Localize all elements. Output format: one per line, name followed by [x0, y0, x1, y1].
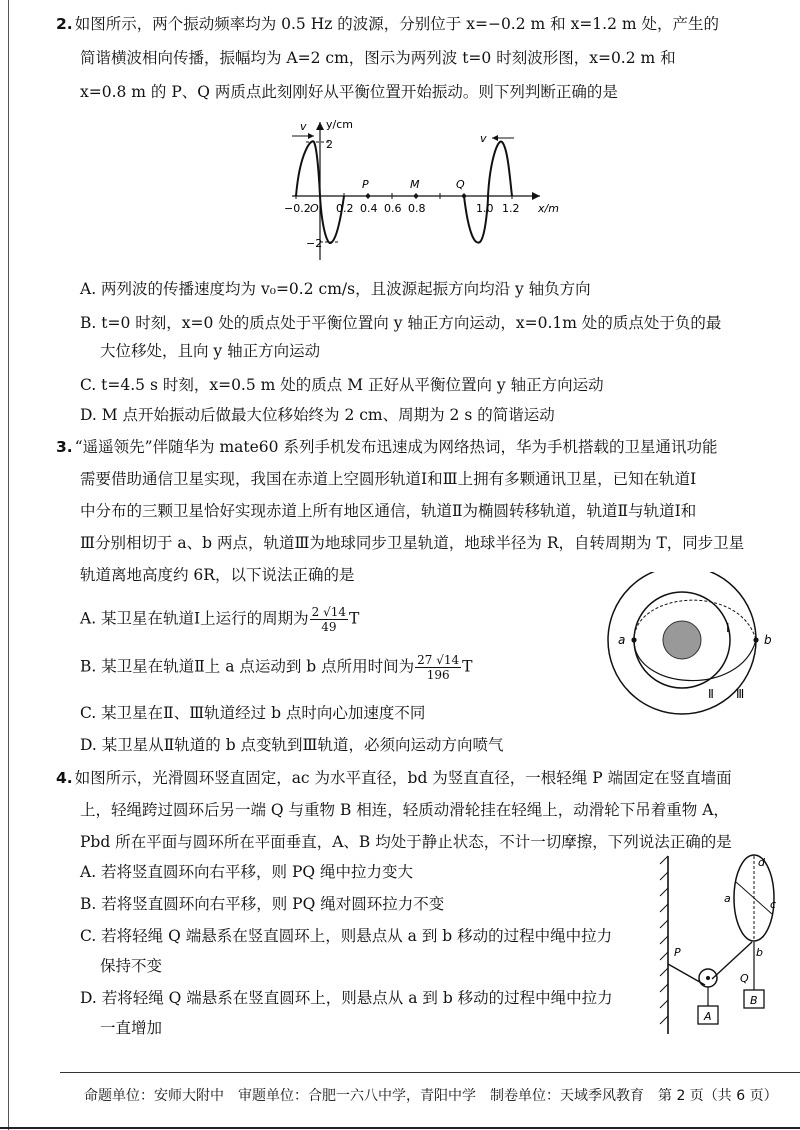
- tick-label-0.2: 0.2: [336, 202, 354, 215]
- q4-stem-line-1: 4. 如图所示，光滑圆环竖直固定，ac 为水平直径，bd 为竖直直径，一根轻绳 P 端固定在竖直墙面: [56, 769, 732, 787]
- q4-option-C-line-2: 保持不变: [100, 957, 163, 975]
- label-M: M: [410, 178, 420, 191]
- q3-stem-line-2: 需要借助通信卫星实现，我国在赤道上空圆形轨道Ⅰ和Ⅲ上拥有多颗通讯卫星，已知在轨道Ⅰ: [80, 470, 697, 488]
- x-axis-arrow: [532, 192, 540, 200]
- footer-divider: [60, 1072, 800, 1073]
- q2-stem-line-2: 简谐横波相向传播，振幅均为 A=2 cm，图示为两列波 t=0 时刻波形图，x=0.2 m 和: [80, 49, 676, 67]
- tick-label-neg0.2: −0.2: [284, 202, 311, 215]
- label-P: P: [674, 946, 681, 959]
- footer-reviewer: 审题单位：合肥一六八中学，青阳中学: [238, 1088, 476, 1104]
- y-axis-label: y/cm: [326, 118, 353, 131]
- footer: [84, 1086, 792, 1106]
- tick-label-0.8: 0.8: [408, 202, 426, 215]
- point-P: [366, 194, 370, 198]
- point-a: [631, 637, 636, 642]
- q3-stem-line-3: 中分布的三颗卫星恰好实现赤道上所有地区通信，轨道Ⅱ为椭圆转移轨道，轨道Ⅱ与轨道Ⅰ和: [80, 502, 697, 520]
- y-pos-label: 2: [326, 138, 333, 151]
- label-B: B: [750, 994, 758, 1007]
- footer-proposer: 命题单位：安师大附中: [84, 1088, 224, 1104]
- bottom-border: [0, 1127, 800, 1129]
- label-Q: Q: [456, 178, 465, 191]
- q3-option-A: A. 某卫星在轨道Ⅰ上运行的周期为 $\frac{2 √14}{49}$ T: [80, 605, 360, 634]
- q3-stem-line-1: 3. “遥遥领先”伴随华为 mate60 系列手机发布迅速成为网络热词，华为手机搭载的卫星通讯功能: [56, 438, 718, 456]
- point-Q: [462, 194, 466, 198]
- q4-pulley-figure: [658, 852, 788, 1038]
- q3-orbit-figure: [600, 572, 790, 722]
- earth: [663, 621, 701, 659]
- label-a: a: [724, 892, 731, 905]
- velocity-label-right: v: [480, 132, 487, 145]
- velocity-arrowhead-left: [492, 135, 498, 141]
- label-Q: Q: [740, 972, 749, 985]
- velocity-label-left: v: [300, 120, 307, 133]
- q2-option-B-line-2: 大位移处，且向 y 轴正方向运动: [100, 342, 321, 360]
- q3-option-D: D. 某卫星从Ⅱ轨道的 b 点变轨到Ⅲ轨道，必须向运动方向喷气: [80, 736, 504, 754]
- q2-option-B-line-1: B. t=0 时刻，x=0 处的质点处于平衡位置向 y 轴正方向运动，x=0.1m 处的质点处于负的最: [80, 314, 722, 332]
- footer-page-number: 第 2 页（共 6 页）: [658, 1088, 778, 1104]
- tick-label-0.4: 0.4: [360, 202, 378, 215]
- label-orbit-II: Ⅱ: [708, 687, 714, 701]
- q4-option-A: A. 若将竖直圆环向右平移，则 PQ 绳中拉力变大: [80, 863, 414, 881]
- point-b: [753, 637, 758, 642]
- label-b: b: [764, 633, 772, 647]
- q2-option-D: D. M 点开始振动后做最大位移始终为 2 cm、周期为 2 s 的简谐运动: [80, 406, 555, 424]
- label-orbit-I: Ⅰ: [726, 621, 730, 635]
- tick-label-1.0: 1.0: [476, 202, 494, 215]
- left-margin-rule: [8, 0, 9, 1130]
- q3-number: 3.: [56, 438, 73, 456]
- velocity-arrowhead-right: [308, 133, 314, 139]
- q4-option-C-line-1: C. 若将轻绳 Q 端悬系在竖直圆环上，则悬点从 a 到 b 移动的过程中绳中拉力: [80, 927, 613, 945]
- y-axis-arrow: [316, 122, 324, 130]
- q4-stem-line-2: 上，轻绳跨过圆环后另一端 Q 与重物 B 相连，轻质动滑轮挂在轻绳上，动滑轮下吊着重物 A，: [80, 801, 729, 819]
- q4-option-D-line-2: 一直增加: [100, 1019, 163, 1037]
- y-neg-label: −2: [306, 237, 323, 250]
- q3-B-fraction: $\frac{27 √14}{196}$: [417, 653, 460, 682]
- q2-option-C: C. t=4.5 s 时刻，x=0.5 m 处的质点 M 正好从平衡位置向 y 轴正方向运动: [80, 376, 604, 394]
- q2-wave-figure: [270, 110, 570, 270]
- label-b: b: [756, 946, 763, 959]
- x-axis-label: x/m: [538, 202, 559, 215]
- origin-label: O: [310, 202, 319, 215]
- q3-option-B: B. 某卫星在轨道Ⅱ上 a 点运动到 b 点所用时间为 $\frac{27 √14}{196}$ T: [80, 653, 473, 682]
- footer-producer: 制卷单位：天域季风教育: [490, 1088, 644, 1104]
- label-P: P: [362, 178, 369, 191]
- pulley-axle: [706, 976, 710, 980]
- label-orbit-III: Ⅲ: [736, 687, 745, 701]
- label-d: d: [758, 856, 765, 869]
- q2-number: 2.: [56, 15, 73, 33]
- q2-stem-line-1: 2. 如图所示，两个振动频率均为 0.5 Hz 的波源，分别位于 x=−0.2 m 和 x=1.2 m 处，产生的: [56, 15, 720, 33]
- q2-option-A: A. 两列波的传播速度均为 v₀=0.2 cm/s，且波源起振方向均沿 y 轴负方向: [80, 280, 591, 298]
- q3-stem-line-4: Ⅲ分别相切于 a、b 两点，轨道Ⅲ为地球同步卫星轨道，地球半径为 R，自转周期为 T，同步卫星: [80, 534, 745, 552]
- label-c: c: [770, 898, 777, 911]
- tick-label-0.6: 0.6: [384, 202, 402, 215]
- right-wave-curve: [464, 142, 512, 243]
- q4-option-D-line-1: D. 若将轻绳 Q 端悬系在竖直圆环上，则悬点从 a 到 b 移动的过程中绳中拉力: [80, 989, 613, 1007]
- q4-stem-line-3: Pbd 所在平面与圆环所在平面垂直，A、B 均处于静止状态，不计一切摩擦，下列说法正确的是: [80, 833, 732, 851]
- q4-option-B: B. 若将竖直圆环向右平移，则 PQ 绳对圆环拉力不变: [80, 895, 445, 913]
- q2-stem-line-3: x=0.8 m 的 P、Q 两质点此刻刚好从平衡位置开始振动。则下列判断正确的是: [80, 83, 618, 101]
- label-A: A: [704, 1010, 712, 1023]
- tick-label-1.2: 1.2: [502, 202, 520, 215]
- wall-hatching: [660, 856, 668, 1024]
- q4-number: 4.: [56, 769, 73, 787]
- q3-A-fraction: $\frac{2 √14}{49}$: [311, 605, 347, 634]
- point-M: [414, 194, 418, 198]
- q3-stem-line-5: 轨道离地高度约 6R，以下说法正确的是: [80, 566, 355, 584]
- q3-option-C: C. 某卫星在Ⅱ、Ⅲ轨道经过 b 点时向心加速度不同: [80, 704, 426, 722]
- label-a: a: [618, 633, 626, 647]
